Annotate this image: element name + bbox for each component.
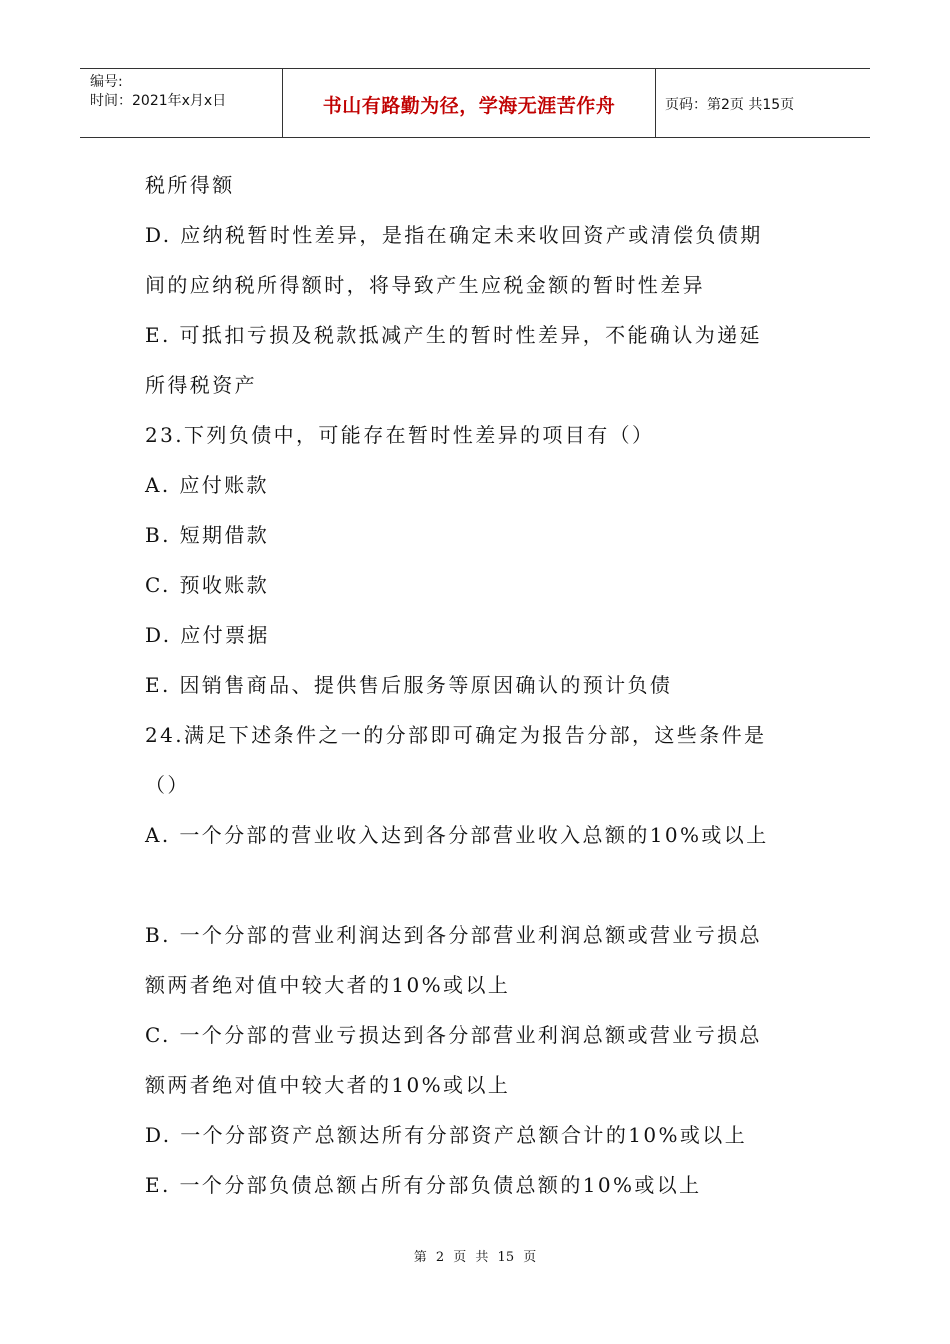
q23-option-b: B. 短期借款 bbox=[145, 523, 270, 547]
header-page-info: 页码：第2页 共15页 bbox=[665, 97, 795, 113]
page-footer: 第 2 页 共 15 页 bbox=[413, 1250, 537, 1265]
page-header bbox=[80, 68, 870, 138]
q23-option-d: D. 应付票据 bbox=[145, 623, 270, 647]
question-24-blank: （） bbox=[145, 773, 190, 797]
option-e-line-1: E. 可抵扣亏损及税款抵减产生的暂时性差异，不能确认为递延 bbox=[145, 323, 762, 347]
q24-option-b-line-1: B. 一个分部的营业利润达到各分部营业利润总额或营业亏损总 bbox=[145, 923, 763, 947]
document-date: 时间：2021年x月x日 bbox=[90, 93, 227, 109]
text-line: 税所得额 bbox=[145, 173, 235, 197]
q23-option-a: A. 应付账款 bbox=[145, 473, 269, 497]
q24-option-b-line-2: 额两者绝对值中较大者的10%或以上 bbox=[145, 973, 511, 997]
document-number-label: 编号: bbox=[90, 74, 123, 90]
q24-option-e: E. 一个分部负债总额占所有分部负债总额的10%或以上 bbox=[145, 1173, 702, 1197]
blank-line bbox=[145, 860, 815, 910]
header-motto-cell bbox=[282, 69, 656, 137]
question-23: 23.下列负债中，可能存在暂时性差异的项目有（） bbox=[145, 423, 655, 447]
option-d-line-2: 间的应纳税所得额时，将导致产生应税金额的暂时性差异 bbox=[145, 273, 705, 297]
header-motto: 书山有路勤为径，学海无涯苦作舟 bbox=[322, 95, 616, 117]
option-e-line-2: 所得税资产 bbox=[145, 373, 257, 397]
document-body bbox=[145, 160, 815, 1210]
q24-option-c-line-1: C. 一个分部的营业亏损达到各分部营业利润总额或营业亏损总 bbox=[145, 1023, 762, 1047]
q24-option-a: A. 一个分部的营业收入达到各分部营业收入总额的10%或以上 bbox=[145, 823, 769, 847]
q23-option-c: C. 预收账款 bbox=[145, 573, 270, 597]
header-info-cell bbox=[80, 69, 282, 137]
header-page-cell bbox=[655, 69, 870, 137]
question-24: 24.满足下述条件之一的分部即可确定为报告分部，这些条件是 bbox=[145, 723, 767, 747]
q24-option-c-line-2: 额两者绝对值中较大者的10%或以上 bbox=[145, 1073, 511, 1097]
q24-option-d: D. 一个分部资产总额达所有分部资产总额合计的10%或以上 bbox=[145, 1123, 748, 1147]
q23-option-e: E. 因销售商品、提供售后服务等原因确认的预计负债 bbox=[145, 673, 673, 697]
option-d-line-1: D. 应纳税暂时性差异，是指在确定未来收回资产或清偿负债期 bbox=[145, 223, 763, 247]
